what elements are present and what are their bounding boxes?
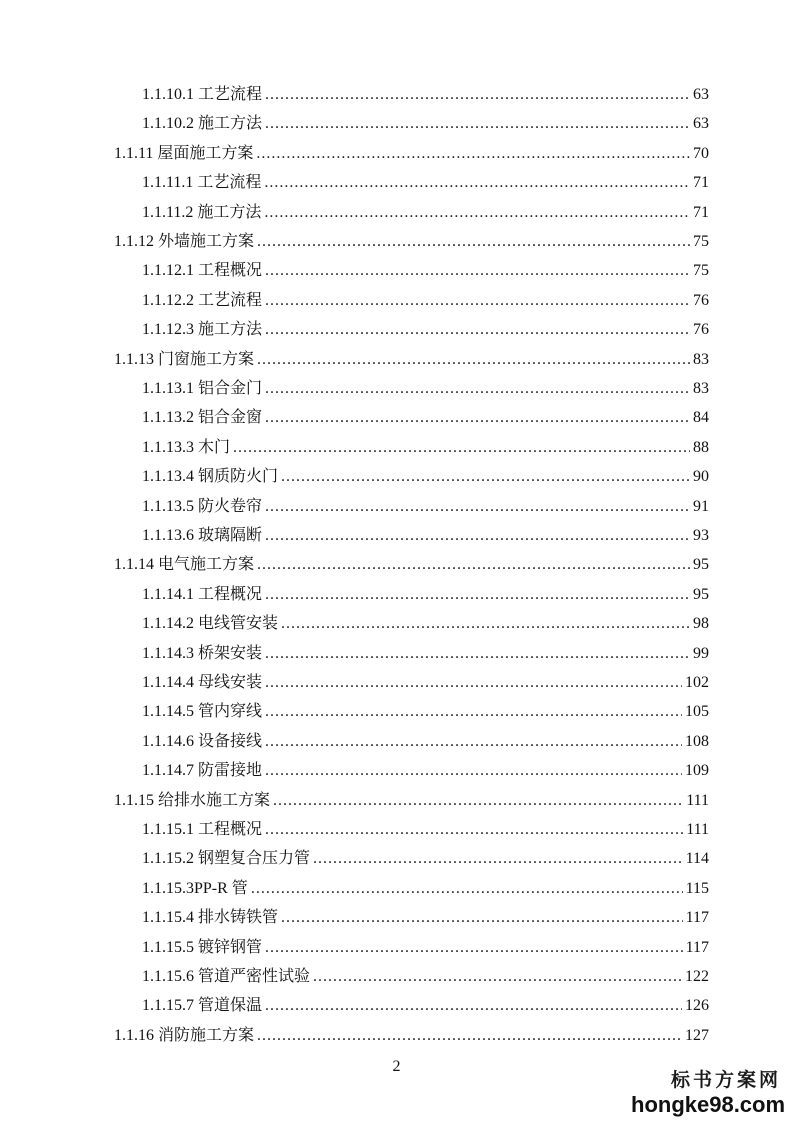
toc-entry-page: 115: [685, 879, 709, 897]
toc-entry-title: 屋面施工方案: [157, 144, 254, 162]
toc-entry-number: 1.1.14.5: [142, 703, 194, 721]
toc-entry-page: 63: [693, 115, 709, 133]
toc-entry-number: 1.1.15: [114, 791, 154, 809]
toc-entry-title: 玻璃隔断: [198, 527, 263, 544]
toc-entry-number: 1.1.10.1: [142, 86, 194, 103]
toc-entry-number: 1.1.14.6: [142, 732, 194, 750]
toc-entry-title: 给排水施工方案: [158, 791, 271, 809]
toc-entry-title: 消防施工方案: [158, 1026, 255, 1044]
toc-dot-leader: [265, 815, 683, 844]
toc-entry[interactable]: [142, 256, 709, 285]
toc-dot-leader: [265, 727, 682, 756]
toc-entry-page: 117: [685, 909, 709, 927]
toc-dot-leader: [313, 844, 683, 873]
toc-entry-page: 71: [693, 203, 709, 221]
toc-dot-leader: [265, 374, 690, 403]
toc-dot-leader: [257, 227, 690, 256]
toc-entry[interactable]: [142, 462, 709, 491]
toc-dot-leader: [313, 962, 682, 991]
toc-dot-leader: [265, 403, 690, 432]
toc-entry-page: 71: [693, 174, 709, 192]
toc-entry[interactable]: [142, 403, 709, 432]
toc-dot-leader: [265, 697, 682, 726]
toc-dot-leader: [265, 492, 690, 521]
toc-entry-title: 铝合金门: [198, 380, 263, 397]
toc-dot-leader: [265, 315, 690, 344]
toc-entry[interactable]: [114, 786, 709, 815]
toc-entry-number: 1.1.12: [114, 233, 154, 250]
page-number: 2: [392, 1058, 401, 1075]
toc-entry-page: 83: [693, 380, 709, 397]
toc-entry[interactable]: [142, 198, 709, 227]
toc-entry-number: 1.1.13.6: [142, 527, 194, 544]
toc-entry-number: 1.1.14.3: [142, 644, 194, 662]
toc-entry-page: 90: [693, 468, 709, 486]
toc-entry-number: 1.1.15.4: [142, 909, 194, 927]
toc-entry-page: 83: [693, 350, 709, 368]
toc-entry-page: 102: [685, 674, 709, 691]
toc-entry-page: 95: [693, 585, 709, 603]
toc-entry[interactable]: [142, 168, 709, 197]
toc-entry-number: 1.1.14.7: [142, 762, 194, 780]
toc-dot-leader: [281, 609, 690, 638]
toc-entry[interactable]: [142, 933, 709, 962]
toc-entry-title: 工程概况: [198, 585, 263, 603]
toc-entry[interactable]: [114, 345, 709, 374]
toc-dot-leader: [257, 550, 690, 579]
toc-entry-page: 76: [693, 291, 709, 309]
toc-entry-number: 1.1.13.4: [142, 468, 194, 486]
toc-entry-title: 钢塑复合压力管: [198, 850, 311, 868]
toc-entry[interactable]: [142, 609, 709, 638]
toc-dot-leader: [257, 345, 690, 374]
toc-entry-page: 111: [686, 821, 709, 838]
toc-entry[interactable]: [142, 433, 709, 462]
toc-entry-number: 1.1.16: [114, 1026, 154, 1044]
toc-dot-leader: [265, 756, 682, 785]
toc-entry[interactable]: [142, 727, 709, 756]
toc-dot-leader: [273, 786, 683, 815]
toc-entry-title: 施工方法: [198, 321, 263, 339]
toc-dot-leader: [264, 198, 690, 227]
toc-entry[interactable]: [142, 580, 709, 609]
toc-entry-page: 91: [693, 497, 709, 515]
toc-entry-number: 1.1.13.1: [142, 380, 194, 397]
toc-entry[interactable]: [142, 374, 709, 403]
toc-dot-leader: [281, 903, 683, 932]
toc-entry-page: 75: [693, 262, 709, 280]
toc-entry-title: 木门: [198, 438, 231, 456]
toc-entry[interactable]: [114, 550, 709, 579]
toc-entry-title: 管道严密性试验: [198, 968, 311, 985]
toc-entry-page: 95: [693, 556, 709, 574]
toc-dot-leader: [251, 874, 683, 903]
toc-entry[interactable]: [142, 668, 709, 697]
toc-entry-number: 1.1.13: [114, 350, 154, 368]
toc-entry-number: 1.1.13.2: [142, 409, 194, 427]
toc-entry-page: 98: [693, 615, 709, 633]
toc-dot-leader: [265, 80, 690, 109]
toc-entry-title: 防火卷帘: [198, 497, 263, 515]
toc-entry-number: 1.1.15.1: [142, 821, 194, 838]
toc-entry-number: 1.1.11: [114, 144, 154, 162]
toc-entry[interactable]: [142, 903, 709, 932]
toc-entry-number: 1.1.14.4: [142, 674, 194, 691]
toc-entry-page: 99: [693, 644, 709, 662]
toc-entry-number: 1.1.10.2: [142, 115, 194, 133]
toc-entry-title: 桥架安装: [198, 644, 263, 662]
toc-entry-title: 工艺流程: [198, 291, 263, 309]
toc-dot-leader: [265, 521, 690, 550]
toc-entry[interactable]: [114, 1021, 709, 1050]
toc-entry-title: 电线管安装: [198, 615, 279, 633]
toc-entry-number: 1.1.14: [114, 556, 154, 574]
toc-entry-title: 电气施工方案: [158, 556, 255, 574]
toc-dot-leader: [233, 433, 690, 462]
toc-entry[interactable]: [142, 109, 709, 138]
toc-entry-page: 111: [686, 791, 709, 809]
toc-entry-number: 1.1.12.2: [142, 291, 194, 309]
toc-entry-title: 施工方法: [198, 115, 263, 133]
toc-entry[interactable]: [142, 639, 709, 668]
toc-entry-page: 76: [693, 321, 709, 339]
toc-entry-title: 排水铸铁管: [198, 909, 279, 927]
toc-entry-title: 工艺流程: [198, 86, 263, 103]
toc-entry-title: 施工方法: [197, 203, 262, 221]
toc-dot-leader: [257, 1021, 682, 1050]
toc-entry-number: 1.1.15.5: [142, 938, 194, 956]
toc-entry[interactable]: [142, 756, 709, 785]
toc-entry-number: 1.1.12.1: [142, 262, 194, 280]
toc-entry-number: 1.1.13.3: [142, 438, 194, 456]
toc-dot-leader: [265, 256, 690, 285]
toc-entry-page: 114: [685, 850, 709, 868]
toc-entry[interactable]: [142, 286, 709, 315]
toc-entry-title: 管内穿线: [198, 703, 263, 721]
toc-entry-page: 84: [693, 409, 709, 427]
toc-entry-number: 1.1.12.3: [142, 321, 194, 339]
toc-entry-number: 1.1.15.2: [142, 850, 194, 868]
toc-entry-number: 1.1.11.2: [142, 203, 194, 221]
toc-dot-leader: [265, 286, 690, 315]
toc-entry-page: 75: [693, 233, 709, 250]
toc-dot-leader: [265, 109, 690, 138]
toc-dot-leader: [265, 668, 682, 697]
toc-entry-title: 管道保温: [198, 997, 263, 1015]
toc-dot-leader: [256, 139, 690, 168]
toc-entry-title: 钢质防火门: [198, 468, 279, 486]
toc-entry[interactable]: [142, 874, 709, 903]
toc-dot-leader: [265, 933, 683, 962]
toc-entry-number: 1.1.15.6: [142, 968, 194, 985]
toc-entry-number: 1.1.14.2: [142, 615, 194, 633]
toc-dot-leader: [265, 639, 690, 668]
toc-dot-leader: [265, 580, 690, 609]
toc-entry[interactable]: [142, 697, 709, 726]
toc-entry-title: 镀锌钢管: [198, 938, 263, 956]
toc-entry-page: 108: [685, 732, 709, 750]
toc-entry-number: 1.1.15.3: [142, 879, 194, 897]
toc-entry[interactable]: [142, 962, 709, 991]
toc-entry-title: 铝合金窗: [198, 409, 263, 427]
toc-entry-number: 1.1.15.7: [142, 997, 194, 1015]
toc-entry-page: 88: [693, 438, 709, 456]
toc-entry[interactable]: [142, 315, 709, 344]
toc-entry[interactable]: [142, 815, 709, 844]
toc-dot-leader: [281, 462, 690, 491]
toc-entry-page: 117: [685, 938, 709, 956]
toc-entry-title: 工程概况: [198, 262, 263, 280]
toc-entry-title: 防雷接地: [198, 762, 263, 780]
watermark-site-name: 标书方案网: [670, 1069, 781, 1091]
toc-entry-title: 门窗施工方案: [158, 350, 255, 368]
toc-entry-title: 工程概况: [198, 821, 263, 838]
toc-entry[interactable]: [142, 521, 709, 550]
toc-entry-page: 127: [685, 1026, 709, 1044]
toc-entry[interactable]: [142, 492, 709, 521]
toc-entry-title: PP-R 管: [194, 879, 248, 897]
toc-entry-number: 1.1.14.1: [142, 585, 194, 603]
toc-entry-page: 126: [685, 997, 709, 1015]
watermark-logo: [631, 1068, 786, 1118]
toc-entry-page: 122: [685, 968, 709, 985]
watermark-url: hongke98.com: [631, 1092, 786, 1117]
toc-entry[interactable]: [142, 844, 709, 873]
toc-entry-title: 设备接线: [198, 732, 263, 750]
toc-entry[interactable]: [142, 991, 709, 1020]
toc-dot-leader: [264, 168, 690, 197]
toc-entry-page: 105: [685, 703, 709, 721]
toc-entry-title: 外墙施工方案: [158, 233, 255, 250]
toc-entry[interactable]: [114, 227, 709, 256]
toc-entry-title: 母线安装: [198, 674, 263, 691]
toc-entry-number: 1.1.13.5: [142, 497, 194, 515]
toc-entry-number: 1.1.11.1: [142, 174, 194, 192]
toc-entry-page: 93: [693, 527, 709, 544]
toc-entry[interactable]: [142, 80, 709, 109]
toc-entry[interactable]: [114, 139, 709, 168]
toc-entry-page: 109: [685, 762, 709, 780]
toc-entry-title: 工艺流程: [197, 174, 262, 192]
toc-entry-page: 63: [693, 86, 709, 103]
toc-dot-leader: [265, 991, 682, 1020]
toc-entry-page: 70: [693, 144, 709, 162]
